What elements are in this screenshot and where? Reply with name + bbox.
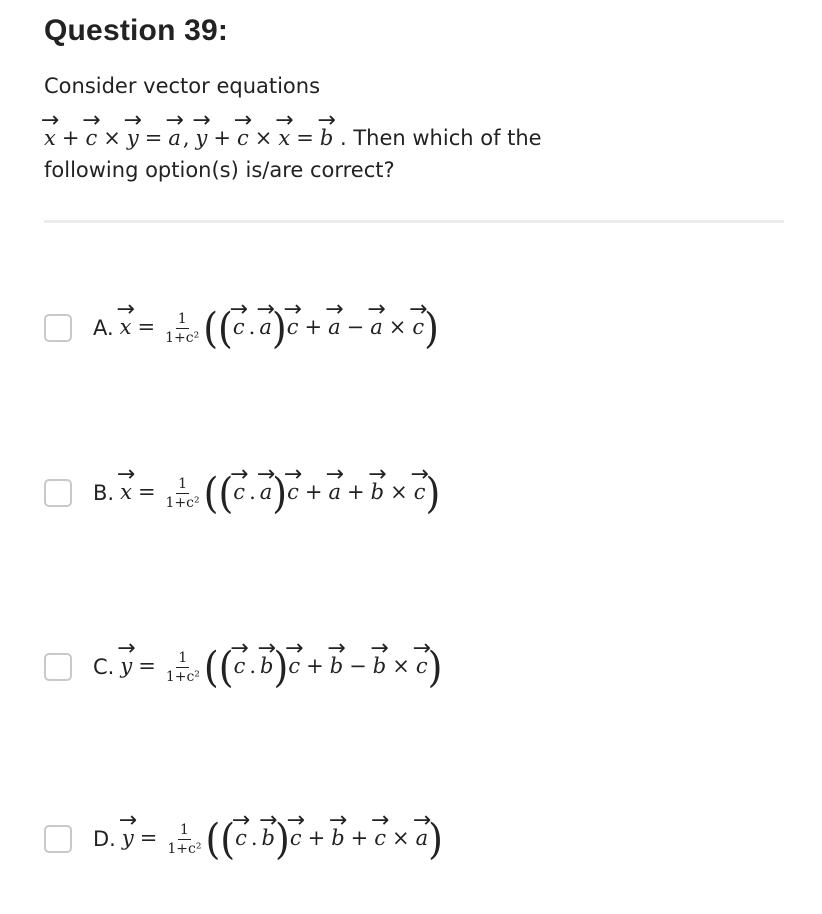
question-title: Question 39: xyxy=(44,14,229,47)
option-b-formula: → x = $\frac{1}{\text{1+c²}}$ ((→ c .→ a)→ c +→ a +→ b ×→ c) xyxy=(120,474,440,513)
option-letter: C. xyxy=(93,655,115,679)
option-letter: B. xyxy=(93,481,115,505)
question-equation-line xyxy=(44,120,542,150)
option-d-formula: → y = $\frac{1}{\text{1+c²}}$ ((→ c .→ b)→ c +→ b +→ c ×→ a) xyxy=(122,820,443,859)
option-c-formula: → y = $\frac{1}{\text{1+c²}}$ ((→ c .→ b)→ c +→ b −→ b ×→ c) xyxy=(120,648,442,687)
option-letter: A. xyxy=(93,316,114,340)
option-a[interactable] xyxy=(44,304,439,353)
vector-equation: → x +→ c ×→ y =→ a,→ y +→ c ×→ x =→ b xyxy=(44,126,340,150)
option-b-checkbox[interactable] xyxy=(44,479,72,507)
option-a-formula: → x = $\frac{1}{\text{1+c²}}$ ((→ c .→ a)→ c +→ a −→ a ×→ c) xyxy=(120,309,439,348)
option-b[interactable] xyxy=(44,469,441,518)
question-prompt: following option(s) is/are correct? xyxy=(44,158,395,182)
option-letter: D. xyxy=(93,827,116,851)
question-equation-tail: . Then which of the xyxy=(339,126,542,150)
option-d-checkbox[interactable] xyxy=(44,825,72,853)
option-a-checkbox[interactable] xyxy=(44,314,72,342)
option-c[interactable] xyxy=(44,643,443,692)
option-c-checkbox[interactable] xyxy=(44,653,72,681)
option-d[interactable] xyxy=(44,815,443,864)
question-intro: Consider vector equations xyxy=(44,74,321,98)
divider xyxy=(44,220,784,223)
